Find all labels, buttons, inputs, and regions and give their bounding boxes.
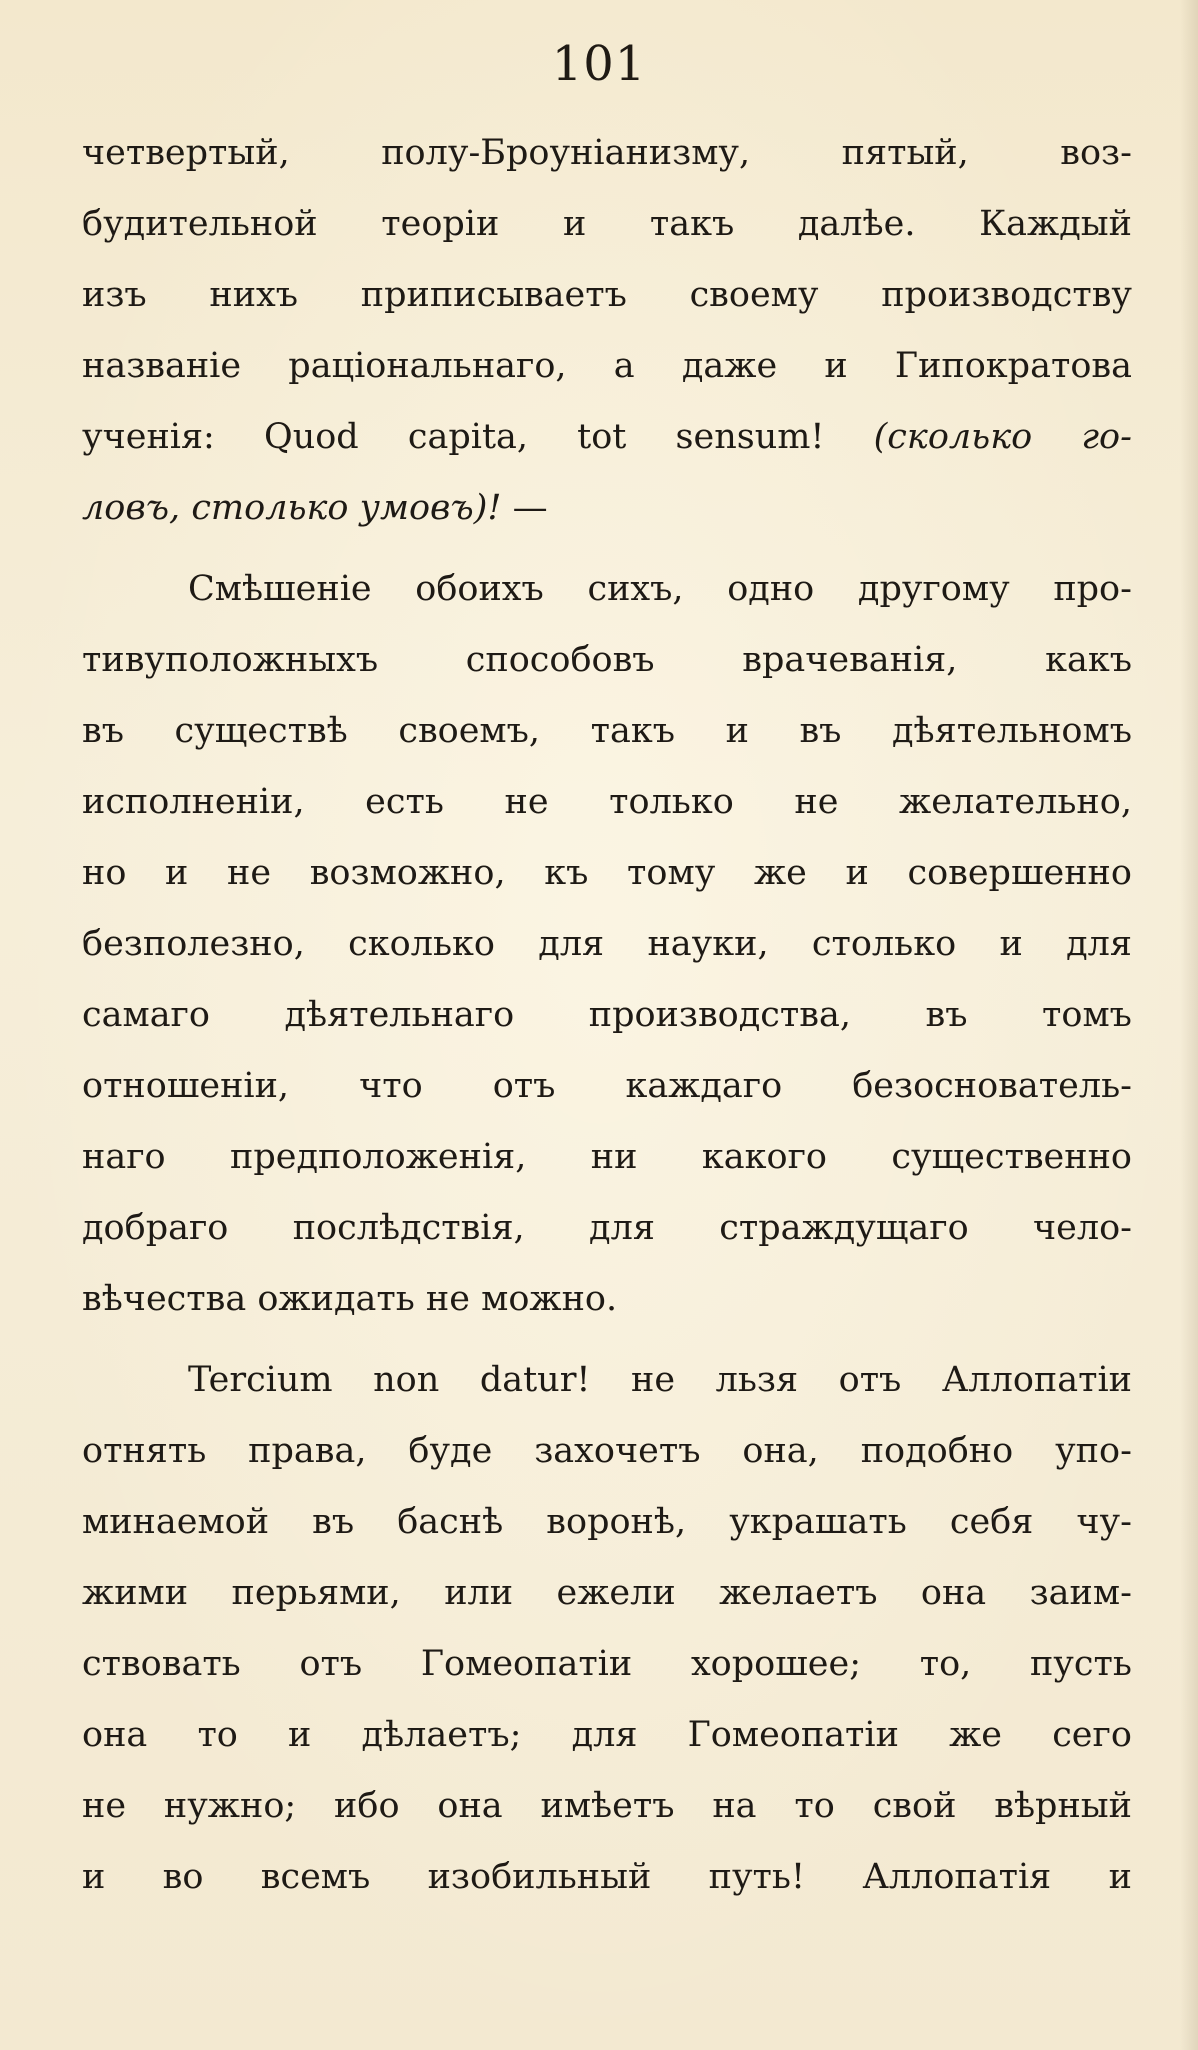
- word: нужно;: [163, 1786, 297, 1826]
- text-line: [82, 118, 1132, 189]
- word: упо-: [1055, 1431, 1132, 1471]
- word: ствовать: [82, 1644, 241, 1684]
- word: какъ: [1045, 640, 1132, 680]
- word: самаго: [82, 995, 210, 1035]
- word: въ: [312, 1502, 355, 1542]
- word: Quod: [264, 417, 359, 457]
- word: для: [571, 1715, 638, 1755]
- word: для: [589, 1208, 655, 1248]
- word: ученія:: [82, 417, 215, 457]
- word: теоріи: [381, 204, 500, 244]
- word: буде: [408, 1431, 493, 1471]
- word: желательно,: [899, 782, 1132, 822]
- text-line: [82, 554, 1132, 625]
- word: изобильный: [427, 1857, 652, 1897]
- word: Каждый: [979, 204, 1132, 244]
- text-line: [82, 1700, 1132, 1771]
- word: раціональнаго,: [288, 346, 567, 386]
- word: исполненіи,: [82, 782, 305, 822]
- word: производства,: [588, 995, 851, 1035]
- word: отнять: [82, 1431, 207, 1471]
- word: столько: [811, 924, 957, 964]
- word: сего: [1052, 1715, 1132, 1755]
- word: Гомеопатіи: [420, 1644, 633, 1684]
- word: своему: [689, 275, 819, 315]
- word: свой: [872, 1786, 957, 1826]
- word: то: [794, 1786, 835, 1826]
- word: всемъ: [260, 1857, 371, 1897]
- word: умовъ)!: [359, 488, 502, 528]
- word: воз-: [1060, 133, 1132, 173]
- text-line: [82, 1629, 1132, 1700]
- text-line: [82, 331, 1132, 402]
- word: для: [538, 924, 605, 964]
- word: и: [999, 924, 1023, 964]
- word: каждаго: [625, 1066, 783, 1106]
- word: столько: [191, 488, 349, 528]
- text-line: [82, 189, 1132, 260]
- word: себя: [949, 1502, 1034, 1542]
- word: сколько: [348, 924, 495, 964]
- word: и: [824, 346, 848, 386]
- word: про-: [1053, 569, 1132, 609]
- word: Аллопатіи: [941, 1360, 1132, 1400]
- word: отношеніи,: [82, 1066, 290, 1106]
- word: въ: [82, 711, 124, 751]
- text-line: [82, 1264, 1132, 1335]
- word: она: [82, 1715, 148, 1755]
- word: ожидать: [257, 1279, 415, 1319]
- word: подобно: [860, 1431, 1014, 1471]
- word: чу-: [1076, 1502, 1132, 1542]
- word: не: [631, 1360, 676, 1400]
- word: далѣе.: [797, 204, 916, 244]
- word: страждущаго: [719, 1208, 969, 1248]
- word: Аллопатія: [862, 1857, 1052, 1897]
- word: только: [609, 782, 734, 822]
- word: не: [794, 782, 839, 822]
- word: своемъ,: [398, 711, 541, 751]
- word: названіе: [82, 346, 242, 386]
- word: жими: [82, 1573, 189, 1613]
- word: полу-Броуніанизму,: [381, 133, 751, 173]
- body-text: [82, 118, 1132, 1913]
- page-edge-shadow: [1180, 0, 1198, 2050]
- word: желаетъ: [719, 1573, 878, 1613]
- word: ибо: [334, 1786, 400, 1826]
- word: го-: [1081, 417, 1132, 457]
- word: дѣятельномъ: [892, 711, 1132, 751]
- word: ловъ,: [82, 488, 181, 528]
- word: Tercium: [188, 1360, 333, 1400]
- word: безполезно,: [82, 924, 305, 964]
- word: ежели: [556, 1573, 676, 1613]
- word: баснѣ: [397, 1502, 504, 1542]
- word: же: [949, 1715, 1003, 1755]
- word: дѣлаетъ;: [361, 1715, 522, 1755]
- text-line: [82, 980, 1132, 1051]
- text-line: [82, 1487, 1132, 1558]
- word: то: [197, 1715, 238, 1755]
- word: права,: [248, 1431, 367, 1471]
- text-line: [82, 1345, 1132, 1416]
- word: —: [512, 488, 548, 528]
- word: къ: [544, 853, 589, 893]
- word: науки,: [647, 924, 769, 964]
- word: и: [845, 853, 869, 893]
- word: четвертый,: [82, 133, 290, 173]
- word: пятый,: [841, 133, 969, 173]
- text-line: [82, 260, 1132, 331]
- word: datur!: [479, 1360, 591, 1400]
- word: но: [82, 853, 127, 893]
- word: существенно: [891, 1137, 1132, 1177]
- word: безоснователь-: [852, 1066, 1132, 1106]
- text-line: [82, 909, 1132, 980]
- text-line: [82, 696, 1132, 767]
- text-line: [82, 473, 1132, 544]
- word: приписываетъ: [360, 275, 627, 315]
- word: возможно,: [309, 853, 506, 893]
- paragraph-3: [82, 1345, 1132, 1913]
- word: совершенно: [907, 853, 1132, 893]
- word: и: [288, 1715, 312, 1755]
- word: будительной: [82, 204, 318, 244]
- paragraph-2: [82, 554, 1132, 1335]
- word: и: [1108, 1857, 1132, 1897]
- paragraph-1: [82, 118, 1132, 544]
- word: она,: [742, 1431, 819, 1471]
- word: можно.: [481, 1279, 618, 1319]
- word: имѣетъ: [540, 1786, 675, 1826]
- text-line: [82, 1122, 1132, 1193]
- word: же: [753, 853, 807, 893]
- word: другому: [857, 569, 1010, 609]
- word: non: [373, 1360, 440, 1400]
- word: что: [359, 1066, 423, 1106]
- word: отъ: [492, 1066, 556, 1106]
- word: она: [437, 1786, 503, 1826]
- word: capita,: [407, 417, 528, 457]
- word: для: [1066, 924, 1132, 964]
- word: изъ: [82, 275, 147, 315]
- word: Гипократова: [894, 346, 1132, 386]
- word: наго: [82, 1137, 166, 1177]
- word: способовъ: [465, 640, 655, 680]
- text-line: [82, 1416, 1132, 1487]
- word: на: [712, 1786, 757, 1826]
- word: одно: [727, 569, 815, 609]
- text-line: [82, 1193, 1132, 1264]
- word: сихъ,: [587, 569, 684, 609]
- word: хорошее;: [690, 1644, 861, 1684]
- word: то,: [919, 1644, 972, 1684]
- word: добраго: [82, 1208, 229, 1248]
- word: перьями,: [231, 1573, 401, 1613]
- word: томъ: [1042, 995, 1132, 1035]
- word: не: [227, 853, 272, 893]
- text-line: [82, 1842, 1132, 1913]
- word: предположенія,: [230, 1137, 527, 1177]
- word: путь!: [708, 1857, 806, 1897]
- word: tot: [577, 417, 627, 457]
- word: и: [82, 1857, 106, 1897]
- word: отъ: [299, 1644, 363, 1684]
- word: производству: [881, 275, 1132, 315]
- word: украшать: [729, 1502, 907, 1542]
- word: не: [82, 1786, 127, 1826]
- word: такъ: [590, 711, 675, 751]
- word: Гомеопатіи: [687, 1715, 899, 1755]
- word: пусть: [1029, 1644, 1132, 1684]
- word: вѣчества: [82, 1279, 247, 1319]
- page-number: 101: [551, 36, 647, 92]
- word: (сколько: [873, 417, 1033, 457]
- word: захочетъ: [534, 1431, 701, 1471]
- word: воронѣ,: [546, 1502, 687, 1542]
- text-line: [82, 1558, 1132, 1629]
- word: послѣдствія,: [292, 1208, 525, 1248]
- word: нихъ: [209, 275, 299, 315]
- word: отъ: [838, 1360, 902, 1400]
- word: ни: [590, 1137, 638, 1177]
- word: или: [444, 1573, 514, 1613]
- text-line: [82, 1051, 1132, 1122]
- word: въ: [799, 711, 842, 751]
- text-line: [82, 838, 1132, 909]
- word: врачеванія,: [742, 640, 958, 680]
- word: заим-: [1029, 1573, 1132, 1613]
- text-line: [82, 767, 1132, 838]
- word: льзя: [715, 1360, 799, 1400]
- word: и: [165, 853, 189, 893]
- word: есть: [365, 782, 444, 822]
- word: Смѣшеніе: [188, 569, 372, 609]
- text-line: [82, 1771, 1132, 1842]
- word: вѣрный: [994, 1786, 1132, 1826]
- word: дѣятельнаго: [284, 995, 515, 1035]
- word: даже: [681, 346, 778, 386]
- word: не: [425, 1279, 470, 1319]
- word: существѣ: [174, 711, 348, 751]
- word: такъ: [649, 204, 735, 244]
- word: во: [162, 1857, 204, 1897]
- text-line: [82, 625, 1132, 696]
- word: а: [613, 346, 635, 386]
- word: обоихъ: [415, 569, 544, 609]
- word: и: [725, 711, 749, 751]
- word: она: [920, 1573, 987, 1613]
- word: чело-: [1033, 1208, 1132, 1248]
- word: sensum!: [675, 417, 825, 457]
- word: какого: [701, 1137, 827, 1177]
- word: тому: [627, 853, 716, 893]
- word: въ: [925, 995, 968, 1035]
- word: не: [504, 782, 549, 822]
- word: тивуположныхъ: [82, 640, 379, 680]
- text-line: [82, 402, 1132, 473]
- word: минаемой: [82, 1502, 270, 1542]
- word: и: [562, 204, 587, 244]
